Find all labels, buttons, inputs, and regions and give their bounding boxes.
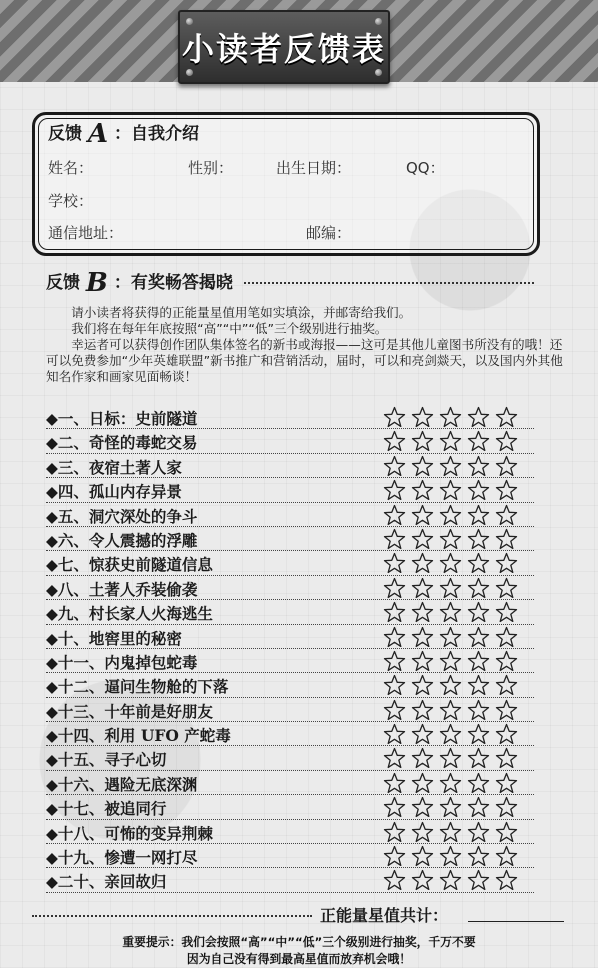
star-outline-icon[interactable] [495,601,518,623]
star-outline-icon[interactable] [383,601,406,623]
star-outline-icon[interactable] [411,430,434,452]
star-outline-icon[interactable] [383,674,406,696]
star-outline-icon[interactable] [495,552,518,574]
chapter-row [46,868,534,892]
star-outline-icon[interactable] [495,821,518,843]
star-outline-icon[interactable] [467,821,490,843]
chapter-title: ◆七、惊获史前隧道信息 [46,555,213,575]
star-outline-icon[interactable] [383,796,406,818]
chapter-row [46,454,534,478]
star-outline-icon[interactable] [411,821,434,843]
star-outline-icon[interactable] [439,504,462,526]
star-outline-icon[interactable] [383,552,406,574]
rivet-icon [186,69,193,76]
chapter-rating-list [46,405,534,893]
chapter-row [46,771,534,795]
star-outline-icon[interactable] [495,674,518,696]
star-outline-icon[interactable] [411,845,434,867]
star-outline-icon[interactable] [439,601,462,623]
star-rating [378,504,518,530]
chapter-title: ◆一、日标：史前隧道 [46,409,198,428]
chapter-title: ◆十二、逼问生物舱的下落 [46,677,229,697]
chapter-title: ◆三、夜宿土著人家 [46,457,182,477]
star-outline-icon[interactable] [439,821,462,843]
chapter-row [46,503,534,527]
qq-field[interactable]: QQ： [406,159,445,177]
star-outline-icon[interactable] [411,674,434,696]
instruction-paragraph: 我们将在每年年底按照“高”“中”“低”三个级别进行抽奖。 [71,321,388,336]
rivet-icon [375,69,382,76]
star-outline-icon[interactable] [439,845,462,867]
star-outline-icon[interactable] [439,552,462,574]
star-outline-icon[interactable] [439,674,462,696]
star-outline-icon[interactable] [467,601,490,623]
star-outline-icon[interactable] [467,723,490,745]
star-outline-icon[interactable] [495,504,518,526]
star-outline-icon[interactable] [411,479,434,501]
chapter-row [46,746,534,770]
chapter-title: ◆十六、遇险无底深渊 [46,774,198,794]
total-divider [32,915,312,917]
chapter-row [46,551,534,575]
star-outline-icon[interactable] [383,845,406,867]
star-outline-icon[interactable] [439,479,462,501]
star-rating [378,869,518,895]
chapter-title: ◆十五、寻子心切 [46,750,167,770]
star-rating [378,479,518,505]
star-outline-icon[interactable] [411,747,434,769]
star-outline-icon[interactable] [439,747,462,769]
star-outline-icon[interactable] [439,699,462,721]
star-outline-icon[interactable] [495,699,518,721]
star-outline-icon[interactable] [467,430,490,452]
chapter-title: ◆四、孤山内存异景 [46,482,182,502]
chapter-row [46,820,534,844]
star-outline-icon[interactable] [495,747,518,769]
star-outline-icon[interactable] [383,504,406,526]
header-band [0,0,598,82]
star-outline-icon[interactable] [411,796,434,818]
star-outline-icon[interactable] [439,577,462,599]
star-outline-icon[interactable] [467,528,490,550]
important-note [28,934,570,968]
star-rating [378,747,518,773]
page-title: 小读者反馈表 [181,30,386,68]
star-outline-icon[interactable] [467,674,490,696]
section-b-title: ：有奖畅答揭晓 [113,273,233,293]
total-label: 正能量星值共计： [320,906,449,925]
chapter-title: ◆十七、被追同行 [46,799,167,819]
star-rating [378,406,518,432]
star-outline-icon[interactable] [383,869,406,891]
star-outline-icon[interactable] [439,796,462,818]
star-outline-icon[interactable] [383,577,406,599]
star-outline-icon[interactable] [495,626,518,648]
star-outline-icon[interactable] [467,796,490,818]
chapter-title: ◆十一、内鬼掉包蛇毒 [46,652,198,672]
star-outline-icon[interactable] [439,528,462,550]
star-outline-icon[interactable] [439,869,462,891]
star-outline-icon[interactable] [495,430,518,452]
star-rating [378,455,518,481]
gender-field[interactable]: 性别： [188,159,234,177]
star-outline-icon[interactable] [467,406,490,428]
star-outline-icon[interactable] [467,577,490,599]
chapter-title: ◆十八、可怖的变异荆棘 [46,823,213,843]
star-outline-icon[interactable] [383,723,406,745]
star-rating [378,577,518,603]
star-outline-icon[interactable] [467,626,490,648]
star-outline-icon[interactable] [411,626,434,648]
instruction-paragraph: 请小读者将获得的正能量星值用笔如实填涂，并邮寄给我们。 [71,305,412,320]
star-rating [378,626,518,652]
star-outline-icon[interactable] [467,455,490,477]
section-b-prefix: 反馈 [46,273,80,293]
star-outline-icon[interactable] [439,772,462,794]
section-b-letter: B [85,268,108,298]
star-rating [378,601,518,627]
star-rating [378,796,518,822]
chapter-row [46,600,534,624]
star-outline-icon[interactable] [411,577,434,599]
star-outline-icon[interactable] [383,772,406,794]
star-outline-icon[interactable] [467,869,490,891]
star-rating [378,528,518,554]
total-row [32,903,562,925]
star-outline-icon[interactable] [495,479,518,501]
chapter-title: ◆六、令人震撼的浮雕 [46,530,198,550]
star-outline-icon[interactable] [383,430,406,452]
star-outline-icon[interactable] [411,650,434,672]
chapter-row [46,698,534,722]
star-outline-icon[interactable] [467,699,490,721]
star-outline-icon[interactable] [495,869,518,891]
chapter-title: ◆五、洞穴深处的争斗 [46,506,198,526]
chapter-row [46,576,534,600]
section-a-title: ：自我介绍 [114,124,200,144]
chapter-title: ◆十九、惨遭一网打尽 [46,848,198,868]
star-outline-icon[interactable] [495,577,518,599]
chapter-title: ◆二十、亲回故归 [46,872,167,892]
chapter-row [46,527,534,551]
star-outline-icon[interactable] [383,455,406,477]
star-outline-icon[interactable] [495,796,518,818]
chapter-row [46,722,534,746]
birthday-field[interactable]: 出生日期： [276,159,352,177]
star-outline-icon[interactable] [467,772,490,794]
star-outline-icon[interactable] [495,455,518,477]
star-outline-icon[interactable] [411,601,434,623]
school-field[interactable]: 学校： [48,192,94,210]
star-rating [378,821,518,847]
star-rating [378,699,518,725]
total-input[interactable] [468,921,564,922]
chapter-title: ◆十四、利用 UFO 产蛇毒 [46,726,231,746]
star-outline-icon[interactable] [411,504,434,526]
chapter-row [46,429,534,453]
star-rating [378,723,518,749]
star-outline-icon[interactable] [383,528,406,550]
star-outline-icon[interactable] [411,772,434,794]
chapter-title: ◆二、奇怪的毒蛇交易 [46,433,198,453]
section-a-letter: A [87,119,109,149]
chapter-title: ◆十、地窖里的秘密 [46,628,182,648]
star-outline-icon[interactable] [467,552,490,574]
name-field[interactable]: 姓名： [48,159,94,177]
star-outline-icon[interactable] [495,406,518,428]
star-outline-icon[interactable] [383,406,406,428]
note-line: 重要提示：我们会按照“高”“中”“低”三个级别进行抽奖，千万不要 [122,935,476,949]
chapter-row [46,673,534,697]
star-outline-icon[interactable] [411,406,434,428]
postcode-field[interactable]: 邮编： [306,224,352,242]
star-outline-icon[interactable] [383,747,406,769]
chapter-row [46,649,534,673]
star-outline-icon[interactable] [411,869,434,891]
star-outline-icon[interactable] [383,626,406,648]
chapter-row [46,844,534,868]
chapter-title: ◆九、村长家人火海逃生 [46,604,213,624]
star-outline-icon[interactable] [411,528,434,550]
star-outline-icon[interactable] [383,479,406,501]
section-a-heading [48,119,199,149]
chapter-row [46,478,534,502]
star-rating [378,772,518,798]
title-plate [178,10,390,84]
chapter-row [46,795,534,819]
star-outline-icon[interactable] [495,650,518,672]
star-outline-icon[interactable] [411,723,434,745]
star-outline-icon[interactable] [383,821,406,843]
star-outline-icon[interactable] [495,772,518,794]
section-a-prefix: 反馈 [48,124,82,144]
star-outline-icon[interactable] [411,552,434,574]
star-rating [378,674,518,700]
star-outline-icon[interactable] [439,650,462,672]
star-outline-icon[interactable] [495,723,518,745]
chapter-row [46,405,534,429]
star-rating [378,430,518,456]
star-outline-icon[interactable] [467,504,490,526]
star-outline-icon[interactable] [411,699,434,721]
note-line: 因为自己没有得到最高星值而放弃机会哦！ [186,952,412,966]
chapter-title: ◆十三、十年前是好朋友 [46,701,213,721]
star-outline-icon[interactable] [411,455,434,477]
instructions [46,305,566,385]
star-outline-icon[interactable] [439,626,462,648]
star-outline-icon[interactable] [495,528,518,550]
address-field[interactable]: 通信地址： [48,224,124,242]
star-outline-icon[interactable] [439,455,462,477]
star-outline-icon[interactable] [467,479,490,501]
star-outline-icon[interactable] [383,699,406,721]
star-outline-icon[interactable] [439,430,462,452]
star-rating [378,650,518,676]
star-outline-icon[interactable] [467,747,490,769]
star-outline-icon[interactable] [439,723,462,745]
section-b-divider [244,282,534,284]
section-b-heading [46,268,233,298]
chapter-row [46,625,534,649]
star-outline-icon[interactable] [439,406,462,428]
star-outline-icon[interactable] [467,845,490,867]
star-outline-icon[interactable] [467,650,490,672]
star-rating [378,552,518,578]
instruction-paragraph: 幸运者可以获得创作团队集体签名的新书或海报——这可是其他儿童图书所没有的哦！还可以免费参加“少年英雄联盟”新书推广和营销活动，届时，可以和亮剑燚天，以及国内外其他知名作家和画家见面畅谈！ [46,337,563,384]
chapter-title: ◆八、土著人乔装偷袭 [46,579,198,599]
star-outline-icon[interactable] [495,845,518,867]
star-rating [378,845,518,871]
star-outline-icon[interactable] [383,650,406,672]
